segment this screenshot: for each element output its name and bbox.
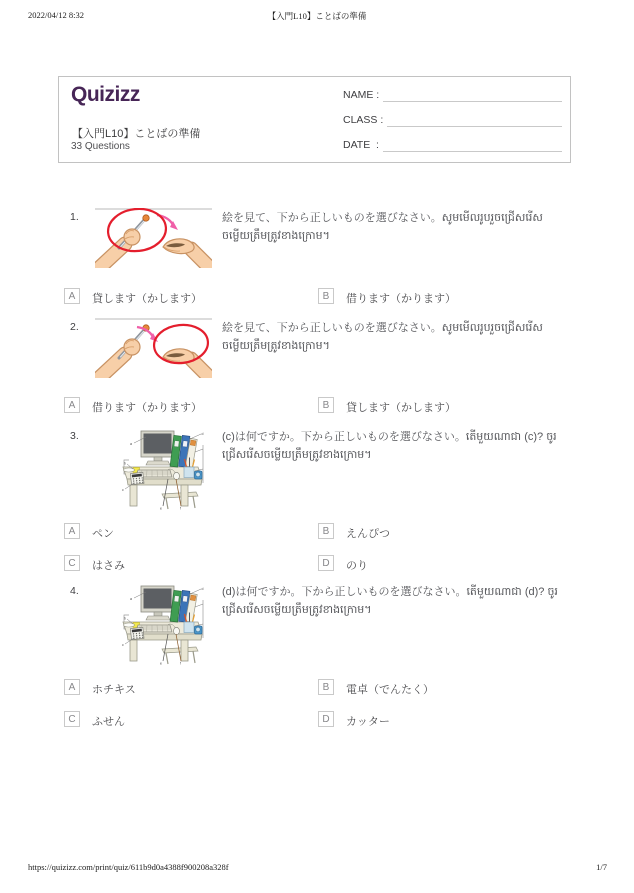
desk-stationery-illustration	[95, 427, 212, 510]
option-c	[64, 711, 318, 729]
option-letter-box: B	[318, 397, 334, 413]
class-field-line	[387, 112, 562, 127]
option-text: ホチキス	[92, 684, 136, 696]
question-4-options	[64, 679, 614, 729]
question-2-options	[64, 397, 614, 415]
class-field-row	[343, 107, 562, 127]
date-field-label: DATE :	[343, 139, 379, 151]
question-text: (d)は何ですか。下から正しいものを選びなさい。តើមួយណាជា (d)? ចូរជ្រើសរើសចម្លើយត្រឹមត្រូវខាងក្រោម។	[222, 586, 558, 616]
desk-stationery-illustration	[95, 582, 212, 665]
option-text: 貸します（かします）	[346, 402, 456, 414]
option-text: ふせん	[92, 716, 125, 728]
option-b	[318, 397, 614, 415]
option-letter-box: D	[318, 711, 334, 727]
option-letter-box: D	[318, 555, 334, 571]
option-b	[318, 288, 614, 306]
option-letter-box: A	[64, 288, 80, 304]
option-text: カッター	[346, 716, 390, 728]
class-field-label: CLASS :	[343, 114, 384, 126]
question-number: 1.	[70, 211, 79, 223]
quizizz-logo: Quizizz	[71, 83, 140, 106]
page-number: 1/7	[596, 862, 607, 872]
question-number: 2.	[70, 321, 79, 333]
option-d	[318, 711, 614, 729]
date-field-line	[383, 137, 562, 152]
option-b	[318, 523, 614, 541]
name-field-label: NAME :	[343, 89, 380, 101]
hands-lending-illustration	[95, 208, 212, 268]
quiz-title: 【入門L10】ことばの準備	[72, 128, 201, 140]
quiz-question-count: 33 Questions	[71, 141, 130, 152]
question-number: 3.	[70, 430, 79, 442]
option-letter-box: C	[64, 555, 80, 571]
option-b	[318, 679, 614, 697]
print-header-title: 【入門L10】ことばの準備	[267, 11, 367, 21]
question-1-options	[64, 288, 614, 306]
question-3	[0, 427, 634, 572]
question-text: 絵を見て、下から正しいものを選びなさい。សូមមើលរូបរួចជ្រើសរើសចម្លើយត្រឹមត្រូវខាងក្រោម។	[222, 322, 543, 352]
question-number: 4.	[70, 585, 79, 597]
option-text: 借ります（かります）	[346, 293, 456, 305]
option-a	[64, 288, 318, 306]
quiz-info-box	[58, 76, 571, 163]
option-c	[64, 555, 318, 573]
option-text: はさみ	[92, 560, 125, 572]
question-4	[0, 582, 634, 728]
option-a	[64, 523, 318, 541]
question-text: (c)は何ですか。下から正しいものを選びなさい。តើមួយណាជា (c)? ចូរជ្រើសរើសចម្លើយត្រឹមត្រូវខាងក្រោម។	[222, 431, 557, 461]
question-1	[0, 208, 634, 305]
option-text: ペン	[92, 528, 114, 540]
name-field-line	[383, 87, 562, 102]
option-letter-box: B	[318, 679, 334, 695]
option-a	[64, 397, 318, 415]
question-3-options	[64, 523, 614, 573]
option-letter-box: B	[318, 523, 334, 539]
print-header-datetime: 2022/04/12 8:32	[28, 10, 84, 20]
option-letter-box: C	[64, 711, 80, 727]
question-text: 絵を見て、下から正しいものを選びなさい。សូមមើលរូបរួចជ្រើសរើសចម្លើយត្រឹមត្រូវខាងក្រោម។	[222, 212, 543, 242]
date-field-row	[343, 132, 562, 152]
option-a	[64, 679, 318, 697]
hands-borrowing-illustration	[95, 318, 212, 378]
option-d	[318, 555, 614, 573]
student-fields	[343, 82, 562, 157]
option-text: えんぴつ	[346, 528, 390, 540]
option-letter-box: A	[64, 523, 80, 539]
option-text: 借ります（かります）	[92, 402, 202, 414]
question-2	[0, 318, 634, 414]
option-text: 貸します（かします）	[92, 293, 202, 305]
option-letter-box: A	[64, 679, 80, 695]
option-text: 電卓（でんたく）	[346, 684, 434, 696]
option-letter-box: B	[318, 288, 334, 304]
quiz-print-url: https://quizizz.com/print/quiz/611b9d0a4388f900208a328f	[28, 862, 229, 872]
print-header	[0, 8, 634, 22]
name-field-row	[343, 82, 562, 102]
option-letter-box: A	[64, 397, 80, 413]
option-text: のり	[346, 560, 368, 572]
